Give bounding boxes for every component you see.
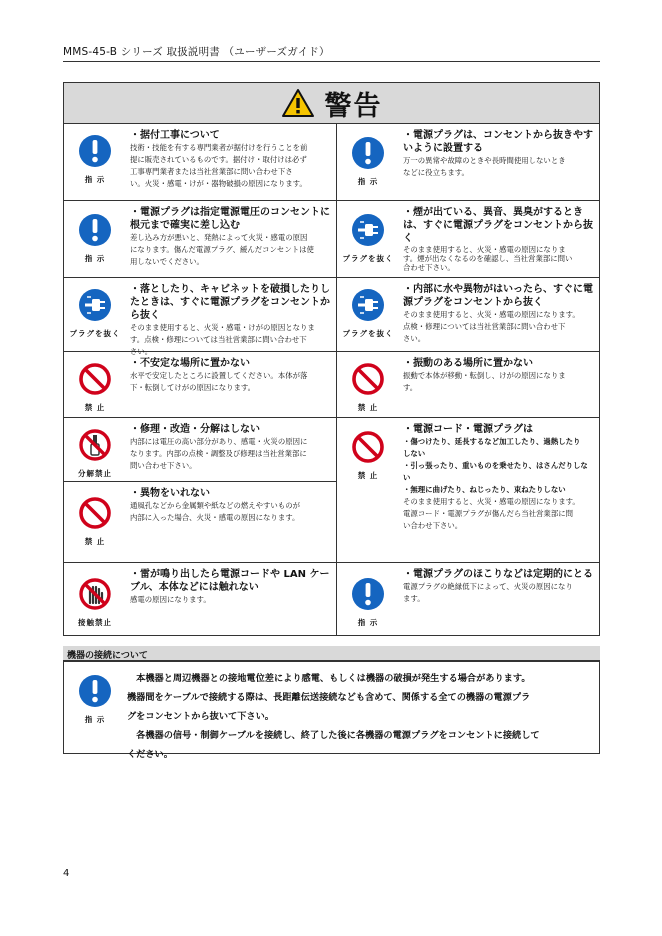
item-line: 内部に入った場合、火災・感電の原因になります。 — [130, 513, 300, 522]
connection-line: グをコンセントから抜いて下さい。 — [127, 711, 274, 722]
item-line: なります。内部の点検・調整及び修理は当社営業部に — [130, 449, 307, 458]
connection-text — [127, 669, 593, 764]
unplug-icon — [351, 288, 385, 322]
page-number: 4 — [63, 868, 70, 879]
warning-item-dust — [337, 563, 599, 637]
icon-caption: 指 示 — [84, 175, 106, 184]
warning-item-plug-voltage — [64, 201, 336, 277]
warning-grid — [64, 124, 599, 635]
prohibited-icon — [351, 430, 385, 464]
item-title: ・雷が鳴り出したら電源コードや LAN ケーブル、本体などには触れない — [130, 569, 330, 593]
item-line: 通風孔などから金属類や紙などの燃えやすいものが — [130, 501, 300, 510]
connection-line: 本機器と周辺機器との接地電位差により感電、もしくは機器の破損が発生する場合があります。 — [127, 673, 531, 684]
item-line: す。煙が出なくなるのを確認し、当社営業部に問い — [403, 254, 573, 263]
warning-item-installation — [64, 124, 336, 200]
item-title: ・電源プラグのほこりなどは定期的にとる — [403, 569, 593, 580]
icon-caption: 指 示 — [357, 177, 379, 186]
item-line: 万一の異常や故障のときや長時間使用しないとき — [403, 156, 566, 165]
prohibited-icon — [351, 362, 385, 396]
item-line: 下・転倒してけがの原因になります。 — [130, 383, 256, 392]
item-line: などに役立ちます。 — [403, 168, 469, 177]
icon-caption: プラグを抜く — [342, 254, 394, 263]
item-line: そのまま使用すると、火災・感電の原因になります。 — [403, 497, 580, 506]
warning-item-disassembly — [64, 418, 336, 481]
prohibited-icon — [78, 496, 112, 530]
warning-item-smoke — [337, 201, 599, 277]
item-line: 水平で安定したところに設置してください。本体が落 — [130, 371, 308, 380]
icon-caption: 指 示 — [357, 618, 379, 627]
connection-heading: 機器の接続について — [63, 646, 600, 661]
item-line: 問い合わせ下さい。 — [130, 461, 197, 470]
warning-item-dropped — [64, 278, 336, 356]
warning-title: 警告 — [324, 90, 383, 122]
no-disassembly-icon — [78, 428, 112, 462]
item-line: 内部には電圧の高い部分があり、感電・火災の原因に — [130, 437, 308, 446]
item-line: そのまま使用すると、火災・感電の原因になりま — [403, 245, 566, 254]
item-title: ・不安定な場所に置かない — [130, 358, 250, 369]
warning-box — [63, 82, 600, 636]
connection-line: 機器間をケーブルで接続する際は、長距離伝送接続なども含めて、関係する全ての機器の電源プラ — [127, 692, 531, 703]
icon-caption: 禁 止 — [84, 403, 106, 412]
item-bold-line: しない — [403, 449, 426, 458]
icon-caption: 接触禁止 — [78, 618, 112, 627]
item-title: ・据付工事について — [130, 130, 220, 141]
item-title: ・振動のある場所に置かない — [403, 358, 533, 369]
item-line: 提に販売されているものです。据付け・取付けは必ず — [130, 155, 307, 164]
warning-item-plug-accessible — [337, 124, 599, 200]
warning-item-foreign-objects — [64, 482, 336, 562]
item-title: ・煙が出ている、異音、異臭がするときは、すぐに電源プラグをコンセントから抜く — [403, 207, 593, 244]
item-line: 合わせ下さい。 — [403, 263, 455, 272]
document-header: MMS-45-B シリーズ 取扱説明書 （ユーザーズガイド） — [63, 46, 330, 58]
icon-caption: 禁 止 — [357, 471, 379, 480]
warning-item-vibration — [337, 352, 599, 417]
item-line: ます。 — [403, 594, 425, 603]
mandatory-instruction-icon — [78, 674, 112, 708]
connection-line: 各機器の信号・制御ケーブルを接続し、終了した後に各機器の電源プラグをコンセントに接続して — [127, 730, 540, 741]
mandatory-instruction-icon — [351, 136, 385, 170]
item-line: 感電の原因になります。 — [130, 595, 211, 604]
item-line: 点検・修理については当社営業部に問い合わせ下 — [403, 322, 566, 331]
item-line: さい。 — [403, 334, 426, 343]
item-line: そのまま使用すると、火災・感電・けがの原因となりま — [130, 323, 315, 332]
item-line: す。 — [403, 383, 418, 392]
mandatory-instruction-icon — [78, 134, 112, 168]
item-title: ・内部に水や異物がはいったら、すぐに電源プラグをコンセントから抜く — [403, 284, 593, 308]
item-line: い合わせ下さい。 — [403, 521, 463, 530]
icon-caption: 禁 止 — [357, 403, 379, 412]
item-title: ・落としたり、キャビネットを破損したりしたときは、すぐに電源プラグをコンセントから抜く — [130, 284, 330, 321]
item-bold-line: い — [403, 473, 411, 482]
icon-caption: 指 示 — [84, 715, 106, 724]
item-line: 用しないでください。 — [130, 257, 204, 266]
item-line: 振動で本体が移動・転倒し、けがの原因になりま — [403, 371, 566, 380]
icon-caption: 指 示 — [84, 254, 106, 263]
icon-caption: プラグを抜く — [342, 329, 394, 338]
item-title: ・電源コード・電源プラグは — [403, 424, 533, 435]
item-line: 電源プラグの絶縁低下によって、火災の原因になり — [403, 582, 573, 591]
header-rule — [63, 61, 600, 62]
item-line: そのまま使用すると、火災・感電の原因になります。 — [403, 310, 580, 319]
warning-heading — [64, 83, 599, 124]
item-line: い。火災・感電・けが・器物破損の原因になります。 — [130, 179, 307, 188]
icon-caption: 禁 止 — [84, 537, 106, 546]
unplug-icon — [78, 288, 112, 322]
item-line: す。点検・修理については当社営業部に問い合わせ下 — [130, 335, 307, 344]
warning-triangle-icon — [281, 88, 315, 118]
mandatory-instruction-icon — [78, 213, 112, 247]
no-touch-icon — [78, 577, 112, 611]
item-line: 差し込み方が悪いと、発熱によって火災・感電の原因 — [130, 233, 308, 242]
icon-caption: プラグを抜く — [69, 329, 121, 338]
item-line: 技術・技能を有する専門業者が据付けを行うことを前 — [130, 143, 308, 152]
item-title: ・異物をいれない — [130, 488, 210, 499]
unplug-icon — [351, 213, 385, 247]
icon-caption: 分解禁止 — [78, 469, 112, 478]
prohibited-icon — [78, 362, 112, 396]
warning-item-power-cord — [337, 418, 599, 562]
item-line: 電源コード・電源プラグが傷んだら当社営業部に問 — [403, 509, 573, 518]
connection-line: ください。 — [127, 749, 173, 760]
warning-item-unstable — [64, 352, 336, 417]
item-title: ・電源プラグは、コンセントから抜きやすいように設置する — [403, 130, 593, 154]
mandatory-instruction-icon — [351, 577, 385, 611]
connection-box — [63, 661, 600, 760]
warning-item-thunder — [64, 563, 336, 637]
item-line: になります。傷んだ電源プラグ、緩んだコンセントは使 — [130, 245, 314, 254]
warning-item-water — [337, 278, 599, 351]
item-line: さい。 — [130, 347, 153, 356]
item-title: ・電源プラグは指定電源電圧のコンセントに根元まで確実に差し込む — [130, 207, 330, 231]
item-bold-line: ・傷つけたり、延長するなど加工したり、過熱したり — [403, 437, 581, 446]
item-line: 工事専門業者または当社営業部に問い合わせ下さ — [130, 167, 293, 176]
item-title: ・修理・改造・分解はしない — [130, 424, 260, 435]
item-bold-line: ・無理に曲げたり、ねじったり、束ねたりしない — [403, 485, 566, 494]
item-bold-line: ・引っ張ったり、重いものを乗せたり、はさんだりしな — [403, 461, 588, 470]
